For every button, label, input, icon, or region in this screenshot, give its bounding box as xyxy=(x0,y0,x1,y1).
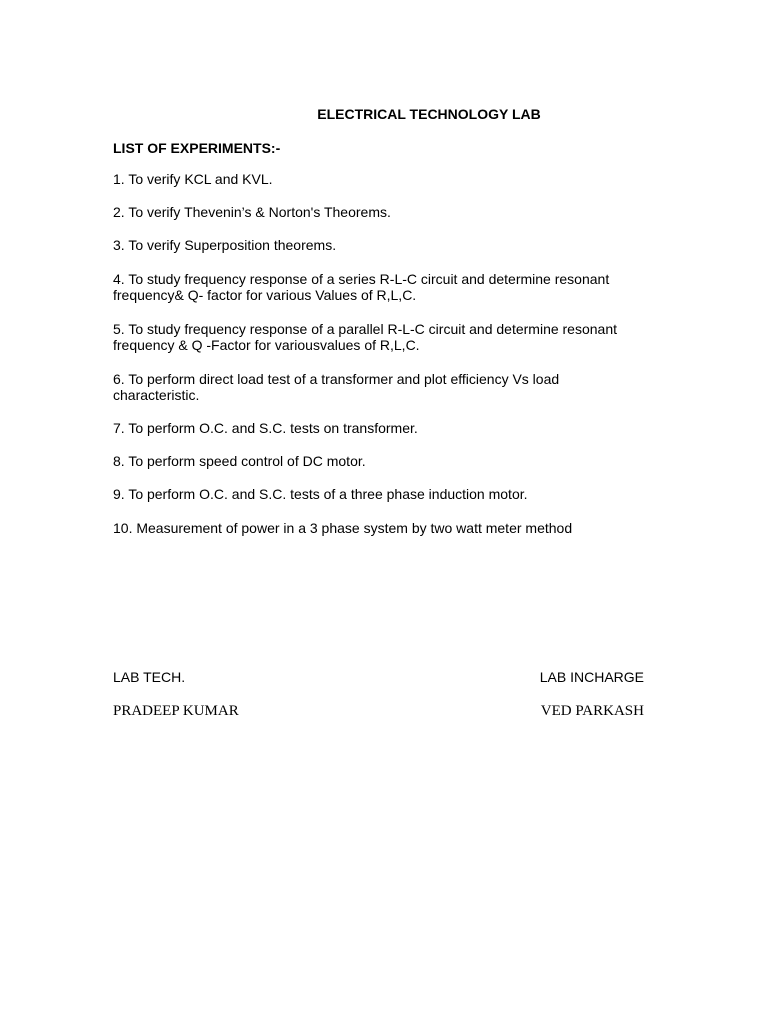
lab-tech-name: PRADEEP KUMAR xyxy=(113,703,239,719)
experiments-heading: LIST OF EXPERIMENTS:- xyxy=(113,140,281,156)
experiment-line: 7. To perform O.C. and S.C. tests on transformer. xyxy=(113,420,418,436)
experiment-line: 4. To study frequency response of a series R-L-C circuit and determine resonant xyxy=(113,271,610,287)
experiment-item-5 xyxy=(113,321,653,353)
experiment-line: frequency& Q- factor for various Values of R,L,C. xyxy=(113,287,417,303)
experiment-item-7 xyxy=(113,420,653,436)
experiment-item-1 xyxy=(113,171,653,187)
experiment-item-2 xyxy=(113,204,653,220)
lab-tech-label: LAB TECH. xyxy=(113,669,186,685)
experiment-item-9 xyxy=(113,486,653,502)
experiment-item-4 xyxy=(113,271,653,303)
experiment-line: 1. To verify KCL and KVL. xyxy=(113,171,273,187)
lab-incharge-name: VED PARKASH xyxy=(540,703,644,719)
experiment-item-10 xyxy=(113,520,653,536)
experiment-item-3 xyxy=(113,237,653,253)
document-title: ELECTRICAL TECHNOLOGY LAB xyxy=(317,106,541,122)
experiment-line: 6. To perform direct load test of a transformer and plot efficiency Vs load xyxy=(113,371,560,387)
experiment-item-8 xyxy=(113,453,653,469)
experiment-line: characteristic. xyxy=(113,387,200,403)
experiment-line: 8. To perform speed control of DC motor. xyxy=(113,453,366,469)
experiment-line: 3. To verify Superposition theorems. xyxy=(113,237,337,253)
experiment-line: 2. To verify Thevenin’s & Norton's Theorems. xyxy=(113,204,391,220)
experiment-line: frequency & Q -Factor for variousvalues of R,L,C. xyxy=(113,337,420,353)
experiment-line: 9. To perform O.C. and S.C. tests of a three phase induction motor. xyxy=(113,486,528,502)
lab-incharge-label: LAB INCHARGE xyxy=(539,669,644,685)
experiment-item-6 xyxy=(113,371,653,403)
experiment-line: 5. To study frequency response of a parallel R-L-C circuit and determine resonant xyxy=(113,321,618,337)
experiment-line: 10. Measurement of power in a 3 phase system by two watt meter method xyxy=(113,520,573,536)
